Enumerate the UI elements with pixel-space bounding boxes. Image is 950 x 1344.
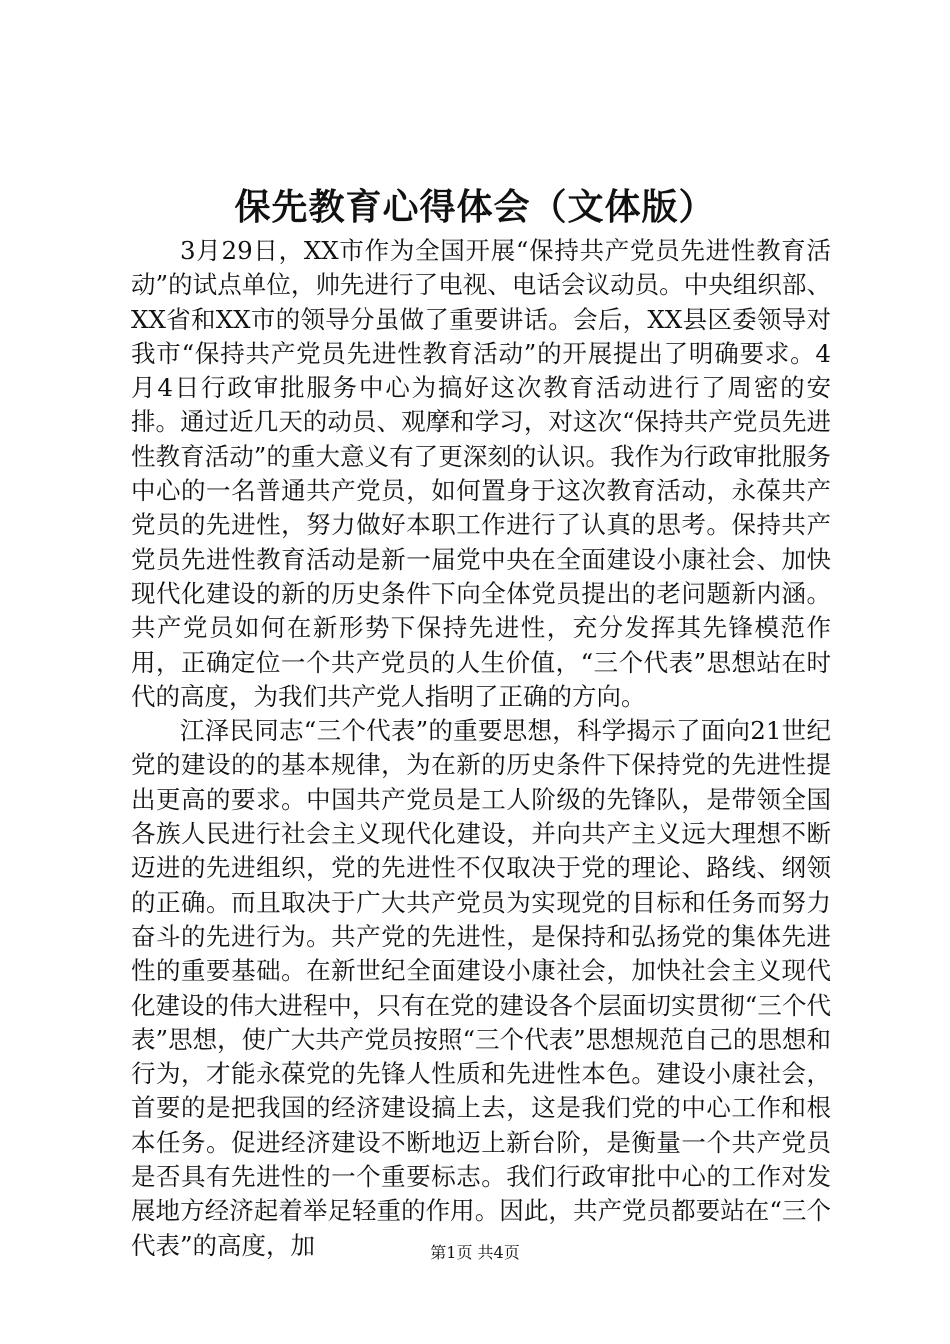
paragraph: 3月29日，XX市作为全国开展“保持共产党员先进性教育活动”的试点单位，帅先进行了电视、电话会议动员。中央组织部、XX省和XX市的领导分虽做了重要讲话。会后，XX县区委领导对我市“保持共产党员先进性教育活动”的开展提出了明确要求。4月4日行政审批服务中心为搞好这次教育活动进行了周密的安排。通过近几天的动员、观摩和学习，对这次“保持共产党员先进性教育活动”的重大意义有了更深刻的认识。我作为行政审批服务中心的一名普通共产党员，如何置身于这次教育活动，永葆共产党员的先进性，努力做好本职工作进行了认真的思考。保持共产党员先进性教育活动是新一届党中央在全面建设小康社会、加快现代化建设的新的历史条件下向全体党员提出的老问题新内涵。共产党员如何在新形势下保持先进性，充分发挥其先锋模范作用，正确定位一个共产党员的人生价值，“三个代表”思想站在时代的高度，为我们共产党人指明了正确的方向。 bbox=[131, 236, 831, 711]
document-title: 保先教育心得体会（文体版） bbox=[234, 186, 716, 228]
page-number-footer: 第1页 共4页 bbox=[430, 1243, 520, 1262]
document-body bbox=[131, 234, 831, 1263]
paragraph: 江泽民同志“三个代表”的重要思想，科学揭示了面向21世纪党的建设的的基本规律，为在新的历史条件下保持党的先进性提出更高的要求。中国共产党员是工人阶级的先锋队，是带领全国各族人民进行社会主义现代化建设，并向共产主义远大理想不断迈进的先进组织，党的先进性不仅取决于党的理论、路线、纲领的正确。而且取决于广大共产党员为实现党的目标和任务而努力奋斗的先进行为。共产党的先进性，是保持和弘扬党的集体先进性的重要基础。在新世纪全面建设小康社会，加快社会主义现代化建设的伟大进程中，只有在党的建设各个层面切实贯彻“三个代表”思想，使广大共产党员按照“三个代表”思想规范自己的思想和行为，才能永葆党的先锋人性质和先进性本色。建设小康社会，首要的是把我国的经济建设搞上去，这是我们党的中心工作和根本任务。促进经济建设不断地迈上新台阶，是衡量一个共产党员是否具有先进性的一个重要标志。我们行政审批中心的工作对发展地方经济起着举足轻重的作用。因此，共产党员都要站在“三个代表”的高度，加 bbox=[131, 716, 831, 1260]
